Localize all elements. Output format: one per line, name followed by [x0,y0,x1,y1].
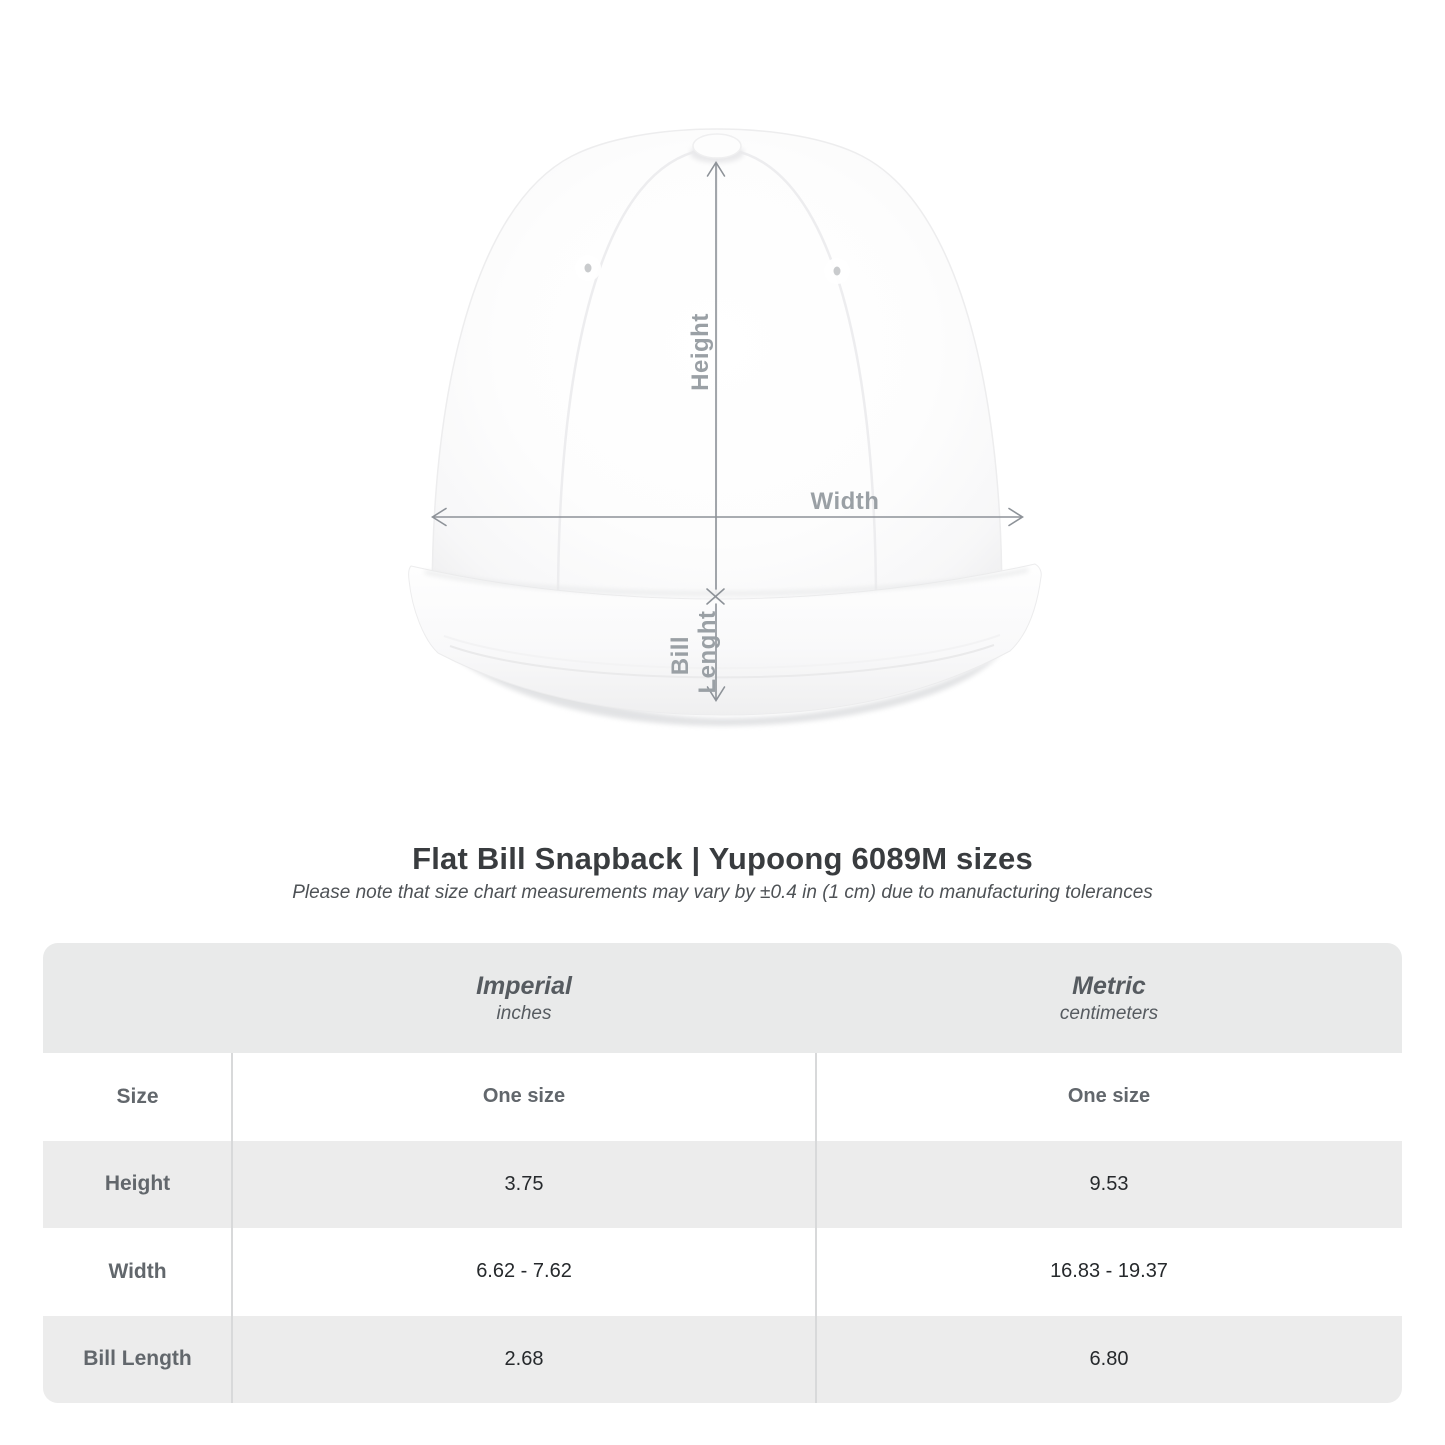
column-divider [815,1053,817,1403]
page-title: Flat Bill Snapback | Yupoong 6089M sizes [412,841,1033,876]
metric-column-header [816,971,1402,1026]
table-row-height [43,1141,1402,1229]
crown-button [693,134,741,158]
metric-value: 16.83 - 19.37 [1050,1260,1168,1283]
imperial-column-header [232,971,816,1026]
imperial-value: 6.62 - 7.62 [476,1260,572,1283]
table-row-bill-length [43,1316,1402,1404]
column-divider [231,1053,233,1403]
height-label: Height [687,313,714,391]
bill-length-label-line1: Bill [667,635,694,676]
metric-unit: centimeters [1059,1002,1159,1024]
imperial-value: 2.68 [504,1347,544,1370]
width-label: Width [810,488,880,515]
row-label: Bill Length [83,1347,192,1371]
table-row-width [43,1228,1402,1316]
table-row-size [43,1053,1402,1141]
metric-value: 6.80 [1089,1347,1129,1370]
row-label: Size [116,1084,159,1108]
eyelet-right [824,258,850,284]
row-label: Width [108,1259,167,1283]
hat-crown [432,129,1002,642]
metric-value: 9.53 [1089,1172,1129,1195]
eyelet-left [575,255,601,281]
imperial-value: 3.75 [504,1172,544,1195]
row-label: Height [104,1172,171,1196]
size-table-header [43,943,1402,1053]
size-table [43,943,1402,1403]
page-subtitle: Please note that size chart measurements may vary by ±0.4 in (1 cm) due to manufacturing tolerances [292,882,1153,903]
metric-label: Metric [1072,971,1146,1000]
imperial-unit: inches [496,1002,552,1024]
bill-length-label-line2: Lenght [694,610,721,694]
imperial-value: One size [482,1085,566,1108]
metric-value: One size [1067,1085,1151,1108]
imperial-label: Imperial [476,971,572,1000]
